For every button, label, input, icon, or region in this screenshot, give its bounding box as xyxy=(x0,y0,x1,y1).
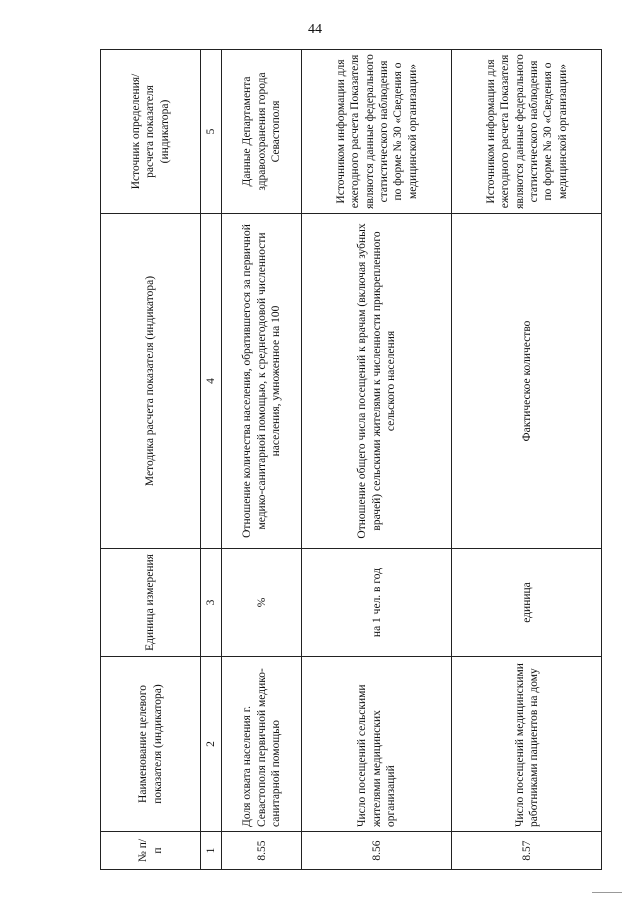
row-num: 8.56 xyxy=(302,832,452,870)
row-unit: на 1 чел. в год xyxy=(302,549,452,657)
indicator-table-rotated xyxy=(100,50,569,870)
col-number: 3 xyxy=(201,549,222,657)
table-row xyxy=(222,50,302,870)
table-header-row xyxy=(101,50,201,870)
col-number: 2 xyxy=(201,657,222,832)
header-method: Методика расчета показателя (индикатора) xyxy=(101,214,201,549)
row-source: Данные Департамента здравоохранения города Севастополя xyxy=(222,50,302,214)
row-name: Число посещений медицинскими работниками пациентов на дому xyxy=(452,657,602,832)
header-unit: Единица измерения xyxy=(101,549,201,657)
col-number: 1 xyxy=(201,832,222,870)
row-num: 8.57 xyxy=(452,832,602,870)
column-number-row xyxy=(201,50,222,870)
table-row xyxy=(452,50,602,870)
header-num: № п/п xyxy=(101,832,201,870)
row-method: Отношение количества населения, обратившегося за первичной медико-санитарной помощью, к среднегодовой численности населения, умноженное на 100 xyxy=(222,214,302,549)
row-method: Фактическое количество xyxy=(452,214,602,549)
row-unit: % xyxy=(222,549,302,657)
indicator-table xyxy=(100,49,602,870)
header-source: Источник определения/ расчета показателя (индикатора) xyxy=(101,50,201,214)
row-method: Отношение общего числа посещений к врачам (включая зубных врачей) сельскими жителями к численности прикрепленного сельского населения xyxy=(302,214,452,549)
row-num: 8.55 xyxy=(222,832,302,870)
header-name: Наименование целевого показателя (индикатора) xyxy=(101,657,201,832)
col-number: 5 xyxy=(201,50,222,214)
row-source: Источником информации для ежегодного расчета Показателя являются данные федерального статистического наблюдения по форме № 30 «Сведения о медицинской организации» xyxy=(302,50,452,214)
page-number: 44 xyxy=(308,22,322,37)
page-edge-mark xyxy=(592,892,622,893)
row-name: Доля охвата населения г. Севастополя первичной медико-санитарной помощью xyxy=(222,657,302,832)
col-number: 4 xyxy=(201,214,222,549)
row-unit: единица xyxy=(452,549,602,657)
table-row xyxy=(302,50,452,870)
row-name: Число посещений сельскими жителями медицинских организаций xyxy=(302,657,452,832)
row-source: Источником информации для ежегодного расчета Показателя являются данные федерального статистического наблюдения по форме № 30 «Сведения о медицинской организации» xyxy=(452,50,602,214)
